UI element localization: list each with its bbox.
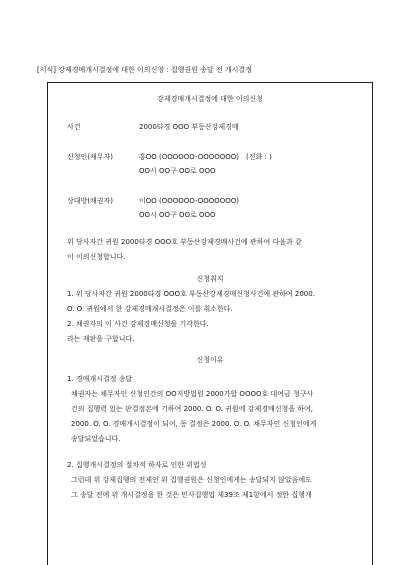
applicant-phone: (전화 : ) [246, 153, 272, 161]
applicant-label: 신청인(채무자) [67, 153, 114, 161]
section-title: 2. 집행개시결정의 절차적 하자로 인한 위법성 [67, 461, 207, 469]
respondent-name: 이OO (OOOOOO-OOOOOOO) [139, 197, 240, 205]
purpose-line: 라는 재판을 구합니다. [67, 335, 135, 343]
form-caption: [서식] 강제경매개시결정에 대한 이의신청 : 집행권원 송달 전 개시결정 [37, 66, 252, 74]
intro-line: 이 이의신청합니다. [67, 253, 126, 261]
reasons-heading: 신청이유 [196, 356, 224, 364]
case-label: 사건 [67, 123, 81, 131]
reason-line: 그런데 위 강제집행의 전제인 위 집행권원은 신청인에게는 송달되지 않았음에도 [71, 476, 312, 484]
purpose-line: 1. 위 당사자간 귀원 2000타경 OOO호 부동산강제경매신청사건에 관하여 2000. [67, 290, 315, 298]
respondent-label: 상대방(채권자) [67, 197, 114, 205]
reason-line: 채권자는 채무자인 신청인간의 OO지방법원 2000가합 OOOO호 대여금 청구사 [71, 390, 314, 398]
document-title: 강제경매개시결정에 대한 이의신청 [157, 95, 263, 103]
reason-line: 그 송달 전에 위 개시결정을 한 것은 민사집행법 제39조 제1항에서 정한 집행개 [71, 491, 312, 499]
intro-line: 위 당사자간 귀원 2000타경 OOO호 부동산강제경매사건에 관하여 다음과 같 [67, 238, 302, 246]
reason-line: 건의 집행력 있는 판결정본에 기하여 2000. O. O. 귀원에 강제경매신청을 하여, [71, 405, 313, 413]
purpose-line: 2. 채권자의 이 사건 강제경매신청을 기각한다. [67, 320, 209, 328]
document-frame [47, 82, 373, 565]
reason-line: 송달되었습니다. [71, 435, 121, 443]
applicant-address: OO시 OO구 OO로 OOO [139, 167, 216, 175]
applicant-name: 홍OO (OOOOOO-OOOOOOO) [139, 153, 240, 161]
respondent-address: OO시 OO구 OO로 OOO [139, 211, 216, 219]
case-value: 2000타경 OOO 부동산강제경매 [139, 123, 239, 131]
purpose-heading: 신청취지 [196, 275, 224, 283]
purpose-line: O. O. 귀원에서 한 강제경매개시결정은 이를 취소한다. [67, 305, 233, 313]
section-title: 1. 경매개시결정 송달 [67, 375, 133, 383]
reason-line: 2000. O. O. 경매개시결정이 되어, 동 결정은 2000. O. O. 채무자인 신청인에게 [71, 420, 317, 428]
